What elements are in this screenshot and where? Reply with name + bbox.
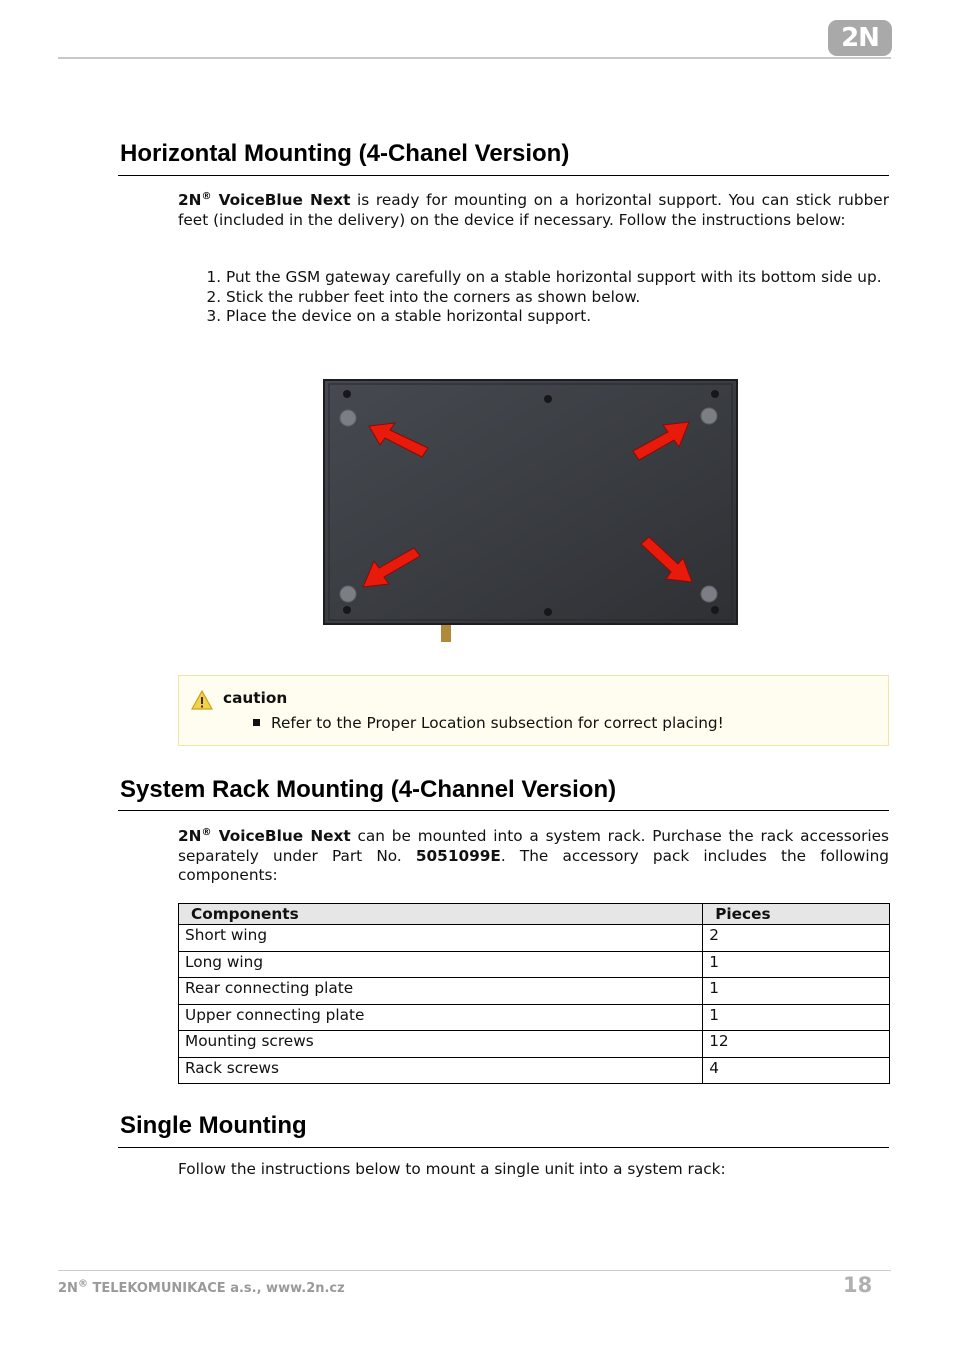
page-number: 18 <box>843 1273 873 1297</box>
table-row <box>179 1004 890 1031</box>
cell-pieces: 4 <box>703 1057 890 1084</box>
table-row <box>179 1057 890 1084</box>
caution-title: caution <box>223 689 288 707</box>
brand: 2N <box>178 827 202 845</box>
rack-intro-paragraph <box>178 827 889 886</box>
intro-text: is ready for mounting on a horizontal support. You can stick rubber feet (included in the delivery) on the device if necessary. Follow the instructions below: <box>178 191 889 229</box>
section-title-horizontal-mounting: Horizontal Mounting (4-Chanel Version) <box>120 140 570 167</box>
table-row <box>179 1031 890 1058</box>
components-table <box>178 903 890 1084</box>
cell-component: Mounting screws <box>179 1031 703 1058</box>
intro-text: can be mounted into a system rack. Purchase the rack accessories separately under Part No. <box>178 827 890 865</box>
section-title-single-mounting: Single Mounting <box>120 1112 307 1139</box>
cell-pieces: 1 <box>703 978 890 1005</box>
device-bottom-photo <box>323 378 739 646</box>
caution-text: Refer to the Proper Location subsection for correct placing! <box>271 714 724 732</box>
section-title-system-rack-mounting: System Rack Mounting (4-Channel Version) <box>120 776 617 803</box>
footer-company: 2N® TELEKOMUNIKACE a.s., www.2n.cz <box>58 1278 345 1296</box>
cell-component: Rear connecting plate <box>179 978 703 1005</box>
list-item: 2. Stick the rubber feet into the corners as shown below. <box>226 288 889 308</box>
cell-component: Upper connecting plate <box>179 1004 703 1031</box>
registered-mark: ® <box>201 190 212 202</box>
device-plate <box>324 380 737 624</box>
2n-logo: 2N <box>828 20 892 56</box>
mounting-steps-list <box>178 268 889 327</box>
horizontal-intro-paragraph <box>178 191 889 230</box>
cell-pieces: 2 <box>703 925 890 952</box>
header-rule <box>58 57 891 59</box>
cell-pieces: 12 <box>703 1031 890 1058</box>
single-mounting-paragraph: Follow the instructions below to mount a single unit into a system rack: <box>178 1160 726 1178</box>
cell-component: Rack screws <box>179 1057 703 1084</box>
cell-pieces: 1 <box>703 1004 890 1031</box>
part-number: 5051099E <box>415 846 501 865</box>
header-pieces: Pieces <box>703 904 890 925</box>
footer-rule <box>58 1270 891 1271</box>
registered-mark: ® <box>201 826 212 838</box>
brand: 2N <box>178 191 202 209</box>
list-item: 1. Put the GSM gateway carefully on a stable horizontal support with its bottom side up. <box>226 268 889 288</box>
bullet <box>253 719 260 726</box>
product-name: VoiceBlue Next <box>211 191 351 209</box>
warning-icon <box>191 690 213 710</box>
section-rule <box>118 810 889 811</box>
cell-component: Long wing <box>179 951 703 978</box>
header-components: Components <box>179 904 703 925</box>
cell-pieces: 1 <box>703 951 890 978</box>
list-item: 3. Place the device on a stable horizontal support. <box>226 307 889 327</box>
table-row <box>179 978 890 1005</box>
section-rule <box>118 1147 889 1148</box>
intro-text: . The accessory pack includes the following components: <box>178 846 889 884</box>
cell-component: Short wing <box>179 925 703 952</box>
product-name: VoiceBlue Next <box>211 827 351 845</box>
section-rule <box>118 175 889 176</box>
table-row <box>179 925 890 952</box>
table-header-row <box>179 904 890 925</box>
caution-box <box>178 675 889 746</box>
table-row <box>179 951 890 978</box>
